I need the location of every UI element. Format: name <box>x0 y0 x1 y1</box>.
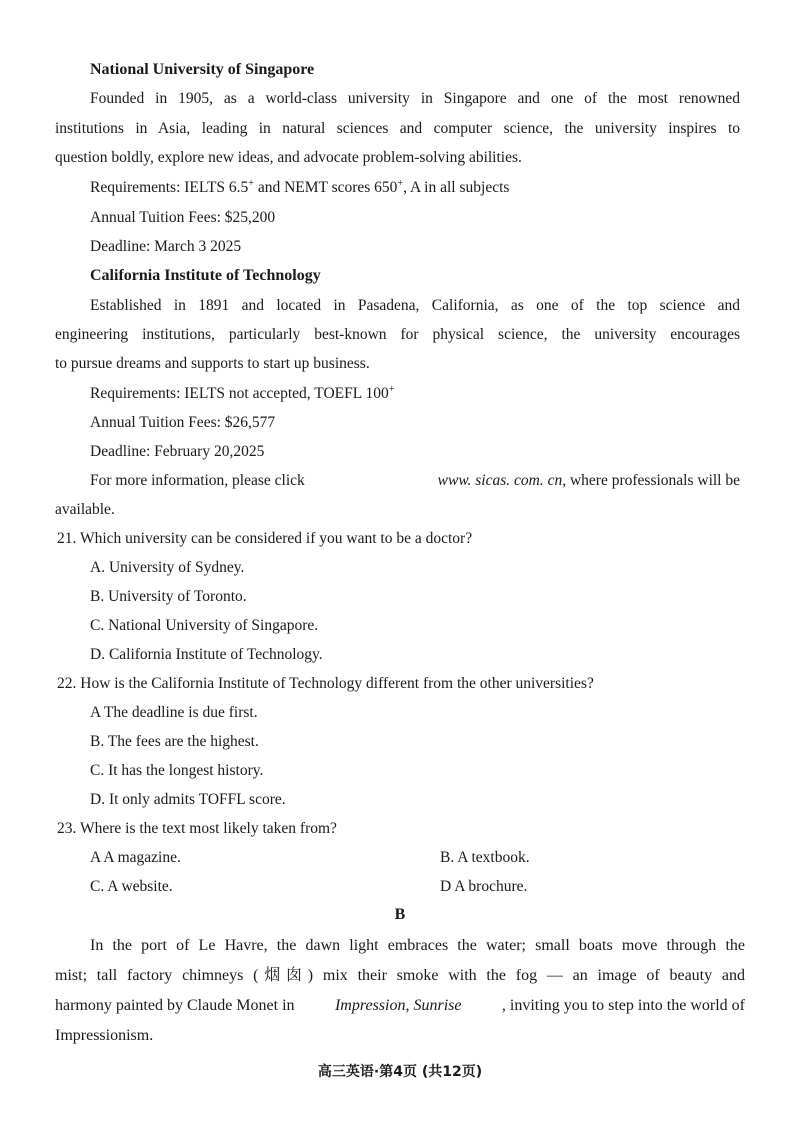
nus-deadline: Deadline: March 3 2025 <box>90 238 242 255</box>
q22-option-d: D. It only admits TOFFL score. <box>90 791 286 808</box>
q23-option-a: A A magazine. <box>90 849 181 866</box>
nus-desc-line-3: question boldly, explore new ideas, and advocate problem-solving abilities. <box>55 149 522 166</box>
info-line-1 <box>90 471 740 491</box>
section-b-heading: B <box>394 906 406 923</box>
section-b-line-2: mist; tall factory chimneys (烟囱) mix their smoke with the fog — an image of beauty and <box>55 967 745 984</box>
q21-option-c: C. National University of Singapore. <box>90 617 319 634</box>
section-b-line-1: In the port of Le Havre, the dawn light embraces the water; small boats move through the <box>90 937 745 954</box>
nus-desc-line-1: Founded in 1905, as a world-class university in Singapore and one of the most renowned <box>90 90 740 107</box>
nus-req-sup-2: + <box>397 177 404 189</box>
nus-req-prefix: Requirements: IELTS 6.5 <box>90 179 249 196</box>
info-prefix: For more information, please click <box>90 472 305 489</box>
nus-req-sup-1: + <box>248 177 254 189</box>
question-21-stem: 21. Which university can be considered if you want to be a doctor? <box>57 530 473 547</box>
info-line-2: available. <box>55 501 115 518</box>
nus-requirements <box>90 178 509 198</box>
caltech-deadline: Deadline: February 20,2025 <box>90 443 265 460</box>
caltech-fees: Annual Tuition Fees: $26,577 <box>90 414 276 431</box>
caltech-desc-line-3: to pursue dreams and supports to start up business. <box>55 355 370 372</box>
nus-req-suffix: , A in all subjects <box>403 179 510 196</box>
section-b-line-3-suffix: , inviting you to step into the world of <box>501 997 745 1014</box>
q22-option-c: C. It has the longest history. <box>90 762 264 779</box>
question-23-stem: 23. Where is the text most likely taken from? <box>57 820 337 837</box>
caltech-req-sup: + <box>388 383 395 395</box>
q23-option-c: C. A website. <box>90 878 173 895</box>
section-b-line-3 <box>55 996 745 1016</box>
nus-fees: Annual Tuition Fees: $25,200 <box>90 209 276 226</box>
nus-heading: National University of Singapore <box>90 61 315 78</box>
question-22-stem: 22. How is the California Institute of Technology different from the other universities? <box>57 675 594 692</box>
q21-option-a: A. University of Sydney. <box>90 559 245 576</box>
q22-option-a: A The deadline is due first. <box>90 704 258 721</box>
nus-desc-line-2: institutions in Asia, leading in natural sciences and computer science, the university inspires to <box>55 120 740 137</box>
caltech-desc-line-2: engineering institutions, particularly best-known for physical science, the university encourages <box>55 326 740 343</box>
q21-option-b: B. University of Toronto. <box>90 588 247 605</box>
q22-option-b: B. The fees are the highest. <box>90 733 259 750</box>
nus-req-mid: and NEMT scores 650 <box>253 179 398 196</box>
q23-option-d: D A brochure. <box>440 878 528 895</box>
page-footer: 高三英语·第4页 (共12页) <box>317 1064 483 1080</box>
info-suffix: , where professionals will be <box>562 472 740 489</box>
painting-title: Impression, Sunrise <box>334 997 462 1014</box>
q21-option-d: D. California Institute of Technology. <box>90 646 323 663</box>
caltech-desc-line-1: Established in 1891 and located in Pasadena, California, as one of the top science and <box>90 297 740 314</box>
section-b-line-4: Impressionism. <box>55 1027 154 1044</box>
info-url[interactable]: www. sicas. com. cn <box>437 472 563 489</box>
section-b-line-3-prefix: harmony painted by Claude Monet in <box>55 997 295 1014</box>
caltech-requirements <box>90 384 394 404</box>
caltech-req-prefix: Requirements: IELTS not accepted, TOEFL 100 <box>90 385 389 402</box>
q23-option-b: B. A textbook. <box>440 849 530 866</box>
caltech-heading: California Institute of Technology <box>90 267 321 284</box>
